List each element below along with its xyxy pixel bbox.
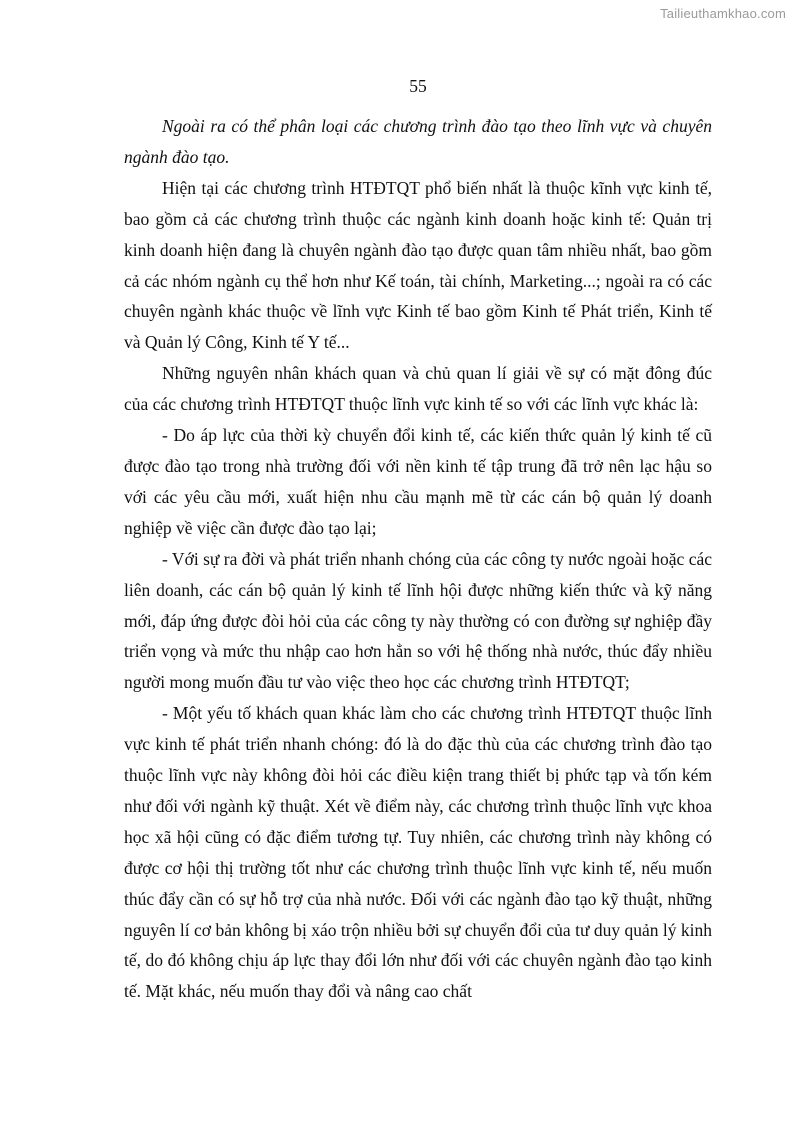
document-body — [124, 111, 712, 1007]
paragraph-bullet: - Một yếu tố khách quan khác làm cho các chương trình HTĐTQT thuộc lĩnh vực kinh tế phát triển nhanh chóng: đó là do đặc thù của các chương trình đào tạo thuộc lĩnh vực này không đòi hỏi các điều kiện trang thiết bị phức tạp và tốn kém như đối với ngành kỹ thuật. Xét về điểm này, các chương trình thuộc lĩnh vực khoa học xã hội cũng có đặc điểm tương tự. Tuy nhiên, các chương trình này không có được cơ hội thị trường tốt như các chương trình thuộc lĩnh vực kinh tế, nếu muốn thúc đẩy cần có sự hỗ trợ của nhà nước. Đối với các ngành đào tạo kỹ thuật, những nguyên lí cơ bản không bị xáo trộn nhiều bởi sự chuyển đổi của tư duy quản lý kinh tế, do đó không chịu áp lực thay đổi lớn như đối với các chuyên ngành đào tạo kinh tế. Mặt khác, nếu muốn thay đổi và nâng cao chất — [124, 703, 712, 1002]
paragraph: Những nguyên nhân khách quan và chủ quan lí giải về sự có mặt đông đúc của các chương trình HTĐTQT thuộc lĩnh vực kinh tế so với các lĩnh vực khác là: — [124, 363, 712, 415]
paragraph-bullet: - Do áp lực của thời kỳ chuyển đổi kinh tế, các kiến thức quản lý kinh tế cũ được đào tạo trong nhà trường đối với nền kinh tế tập trung đã trở nên lạc hậu so với các yêu cầu mới, xuất hiện nhu cầu mạnh mẽ từ các cán bộ quản lý doanh nghiệp về việc cần được đào tạo lại; — [124, 425, 712, 538]
paragraph: Hiện tại các chương trình HTĐTQT phổ biến nhất là thuộc kĩnh vực kinh tế, bao gồm cả các chương trình thuộc các ngành kinh doanh hoặc kinh tế: Quản trị kinh doanh hiện đang là chuyên ngành đào tạo được quan tâm nhiều nhất, bao gồm cả các nhóm ngành cụ thể hơn như Kế toán, tài chính, Marketing...; ngoài ra có các chuyên ngành khác thuộc về lĩnh vực Kinh tế bao gồm Kinh tế Phát triển, Kinh tế và Quản lý Công, Kinh tế Y tế... — [124, 177, 712, 353]
paragraph-intro: Ngoài ra có thể phân loại các chương trình đào tạo theo lĩnh vực và chuyên ngành đào tạo. — [124, 116, 712, 167]
page-number: 55 — [409, 76, 427, 96]
watermark-text: Tailieuthamkhao.com — [660, 6, 786, 21]
paragraph-bullet: - Với sự ra đời và phát triển nhanh chóng của các công ty nước ngoài hoặc các liên doanh, các cán bộ quản lý kinh tế lĩnh hội được những kiến thức và kỹ năng mới, đáp ứng được đòi hỏi của các công ty này thường có con đường sự nghiệp đầy triển vọng và mức thu nhập cao hơn hẳn so với hệ thống nhà nước, thúc đẩy nhiều người mong muốn đầu tư vào việc theo học các chương trình HTĐTQT; — [124, 548, 712, 693]
